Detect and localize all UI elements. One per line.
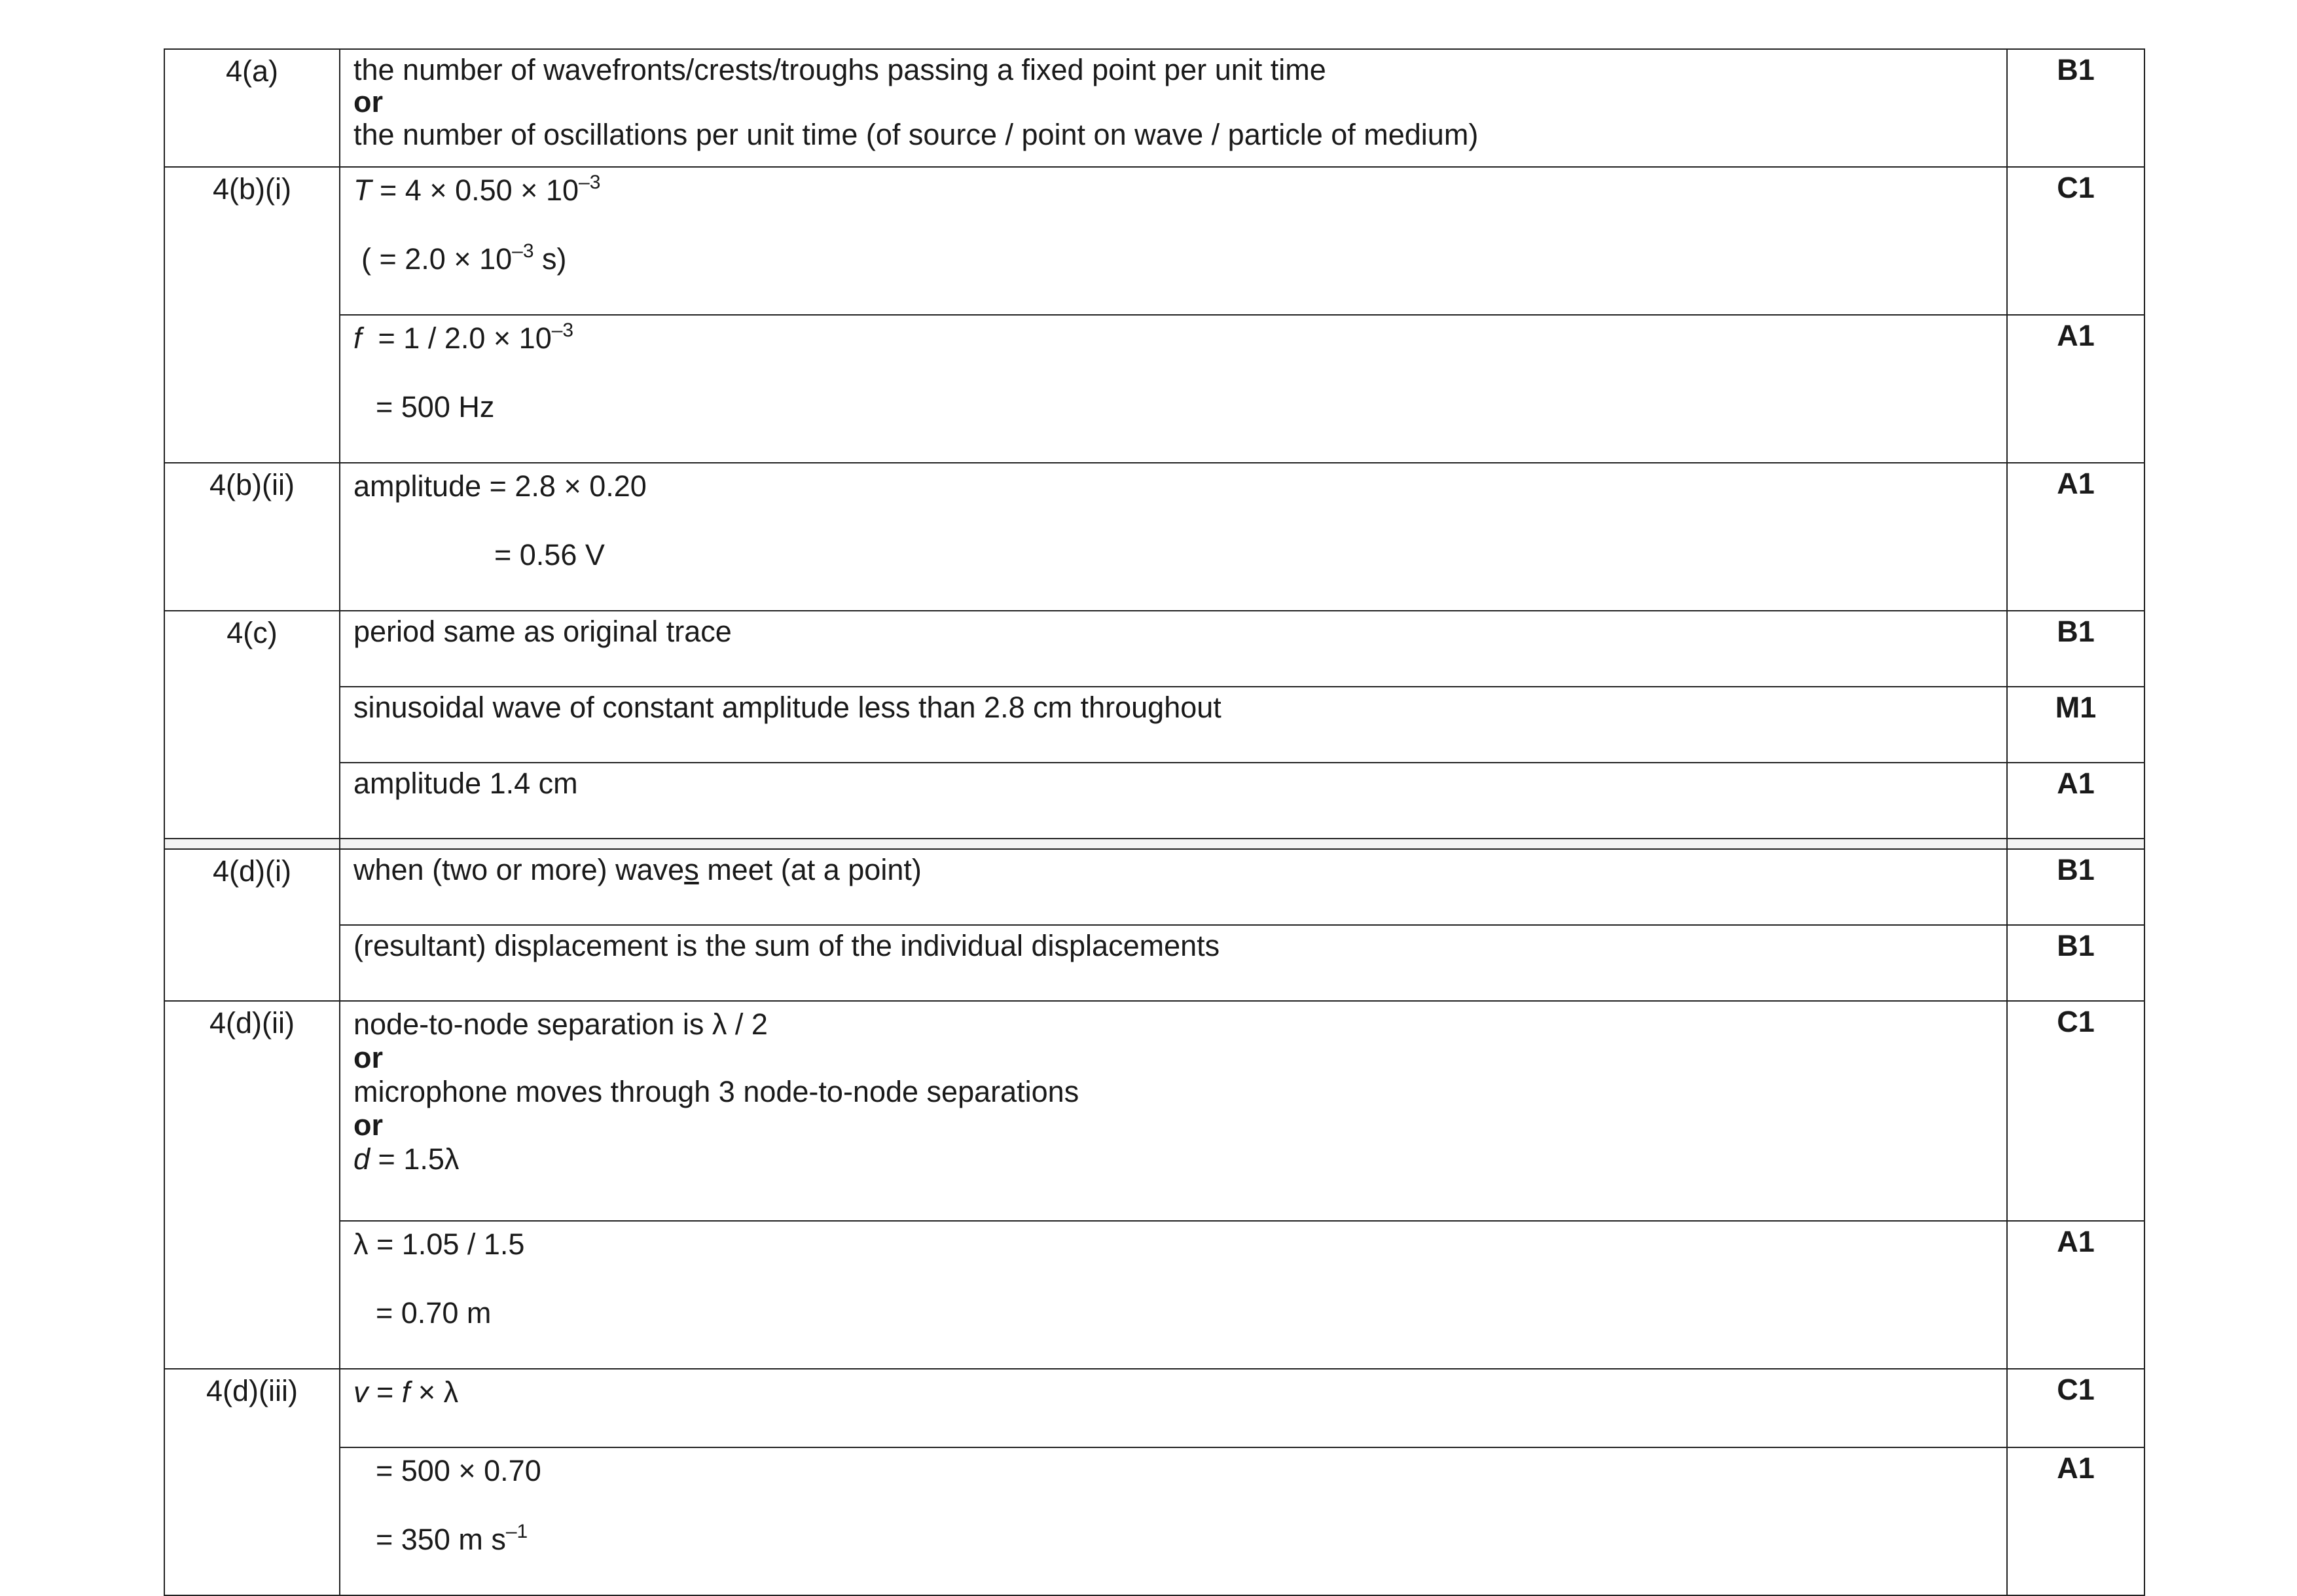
- mark-code: B1: [2057, 53, 2095, 86]
- answer-line: [353, 852, 1993, 887]
- answer-line: [353, 1142, 1993, 1176]
- table-row: [164, 1369, 2144, 1447]
- or-label: or: [353, 1041, 383, 1074]
- mark-cell: [2007, 1221, 2144, 1369]
- mark-cell: [2007, 1369, 2144, 1447]
- mark-code: A1: [2057, 1225, 2095, 1258]
- answer-cell: [340, 167, 2007, 315]
- question-number-cell: [164, 167, 340, 463]
- frequency-symbol: f: [353, 321, 362, 355]
- mark-code: M1: [2055, 691, 2097, 724]
- separator-cell: [2007, 839, 2144, 849]
- answer-text: = 1 / 2.0 × 10: [361, 321, 552, 355]
- answer-line: (resultant) displacement is the sum of the individual displacements: [353, 929, 1220, 962]
- question-number-cell: [164, 463, 340, 611]
- exponent: –3: [551, 319, 574, 341]
- mark-cell: [2007, 1001, 2144, 1221]
- exponent: –1: [505, 1521, 528, 1542]
- answer-line: the number of oscillations per unit time (of source / point on wave / particle of medium): [353, 118, 1479, 151]
- answer-line: [353, 1522, 1993, 1557]
- answer-line: [353, 173, 1993, 208]
- mark-cell: [2007, 611, 2144, 687]
- answer-cell: [340, 463, 2007, 611]
- mark-cell: [2007, 463, 2144, 611]
- mark-cell: [2007, 687, 2144, 763]
- answer-text: when (two or more) wave: [353, 853, 685, 886]
- speed-symbol: v: [353, 1375, 369, 1409]
- mark-code: B1: [2057, 853, 2095, 886]
- mark-cell: [2007, 1447, 2144, 1595]
- table-row: [164, 687, 2144, 763]
- table-row: [164, 167, 2144, 315]
- mark-scheme-table: [164, 48, 2145, 1596]
- answer-cell: [340, 1221, 2007, 1369]
- period-symbol: T: [353, 173, 372, 207]
- answer-line: amplitude = 2.8 × 0.20: [353, 469, 647, 503]
- table-row: [164, 49, 2144, 167]
- answer-cell: [340, 1001, 2007, 1221]
- or-label: or: [353, 1108, 383, 1142]
- question-number: 4(b)(ii): [209, 468, 295, 501]
- answer-line: sinusoidal wave of constant amplitude less than 2.8 cm throughout: [353, 691, 1221, 724]
- question-number: 4(d)(i): [213, 854, 291, 888]
- answer-cell: [340, 611, 2007, 687]
- table-row: [164, 1447, 2144, 1595]
- answer-cell: [340, 49, 2007, 167]
- line-gap: [353, 1488, 1993, 1522]
- question-number: 4(a): [225, 54, 279, 88]
- exponent: –3: [512, 240, 534, 262]
- mark-code: C1: [2057, 1005, 2095, 1038]
- answer-line: [353, 242, 1993, 276]
- section-separator: [164, 839, 2144, 849]
- mark-cell: [2007, 49, 2144, 167]
- question-number: 4(d)(iii): [206, 1374, 298, 1407]
- mark-code: A1: [2057, 467, 2095, 500]
- table-row: [164, 1221, 2144, 1369]
- answer-text: = 350 m s: [376, 1523, 506, 1556]
- mark-code: B1: [2057, 929, 2095, 962]
- table-row: [164, 463, 2144, 611]
- answer-line: period same as original trace: [353, 615, 732, 648]
- answer-line: = 500 × 0.70: [376, 1454, 541, 1487]
- table-row: [164, 1001, 2144, 1221]
- mark-code: A1: [2057, 319, 2095, 352]
- mark-cell: [2007, 925, 2144, 1001]
- table-row: [164, 925, 2144, 1001]
- answer-text: =: [368, 1375, 402, 1409]
- mark-code: C1: [2057, 1373, 2095, 1406]
- answer-line: [353, 1375, 1993, 1409]
- answer-text: × λ: [410, 1375, 459, 1409]
- mark-cell: [2007, 315, 2144, 463]
- question-number-cell: [164, 49, 340, 167]
- mark-code: B1: [2057, 615, 2095, 648]
- question-number-cell: [164, 849, 340, 1001]
- question-number-cell: [164, 611, 340, 839]
- answer-cell: [340, 315, 2007, 463]
- table-row: [164, 849, 2144, 925]
- answer-line: microphone moves through 3 node-to-node separations: [353, 1075, 1079, 1108]
- mark-cell: [2007, 167, 2144, 315]
- line-gap: [353, 503, 1993, 537]
- answer-line: the number of wavefronts/crests/troughs passing a fixed point per unit time: [353, 53, 1326, 86]
- or-label: or: [353, 85, 383, 118]
- distance-symbol: d: [353, 1142, 371, 1176]
- mark-cell: [2007, 763, 2144, 839]
- table-row: [164, 315, 2144, 463]
- answer-text: meet (at a point): [698, 853, 922, 886]
- line-gap: [353, 208, 1993, 242]
- frequency-symbol: f: [401, 1375, 410, 1409]
- answer-line: [353, 321, 1993, 355]
- answer-cell: [340, 849, 2007, 925]
- question-number-cell: [164, 1001, 340, 1369]
- table-row: [164, 763, 2144, 839]
- answer-line: λ = 1.05 / 1.5: [353, 1227, 525, 1261]
- line-gap: [353, 1261, 1993, 1296]
- answer-cell: [340, 1369, 2007, 1447]
- question-number: 4(c): [226, 616, 278, 649]
- answer-text: = 1.5λ: [370, 1142, 460, 1176]
- answer-cell: [340, 1447, 2007, 1595]
- answer-cell: [340, 763, 2007, 839]
- separator-cell: [340, 839, 2007, 849]
- answer-text: = 4 × 0.50 × 10: [371, 173, 579, 207]
- line-gap: [353, 355, 1993, 390]
- mark-code: A1: [2057, 1451, 2095, 1485]
- table-row: [164, 611, 2144, 687]
- question-number: 4(d)(ii): [209, 1006, 295, 1040]
- answer-line: amplitude 1.4 cm: [353, 767, 578, 800]
- answer-line: = 0.56 V: [494, 538, 605, 571]
- answer-text: ( = 2.0 × 10: [361, 242, 513, 276]
- answer-text: s): [534, 242, 567, 276]
- exponent: –3: [579, 172, 601, 193]
- answer-line: = 0.70 m: [376, 1296, 492, 1330]
- question-number: 4(b)(i): [213, 172, 291, 206]
- answer-line: node-to-node separation is λ / 2: [353, 1007, 768, 1041]
- mark-code: C1: [2057, 171, 2095, 204]
- question-number-cell: [164, 1369, 340, 1595]
- answer-cell: [340, 687, 2007, 763]
- mark-cell: [2007, 849, 2144, 925]
- answer-cell: [340, 925, 2007, 1001]
- mark-code: A1: [2057, 767, 2095, 800]
- separator-cell: [164, 839, 340, 849]
- answer-line: = 500 Hz: [376, 390, 495, 424]
- underlined-letter: s: [684, 853, 699, 886]
